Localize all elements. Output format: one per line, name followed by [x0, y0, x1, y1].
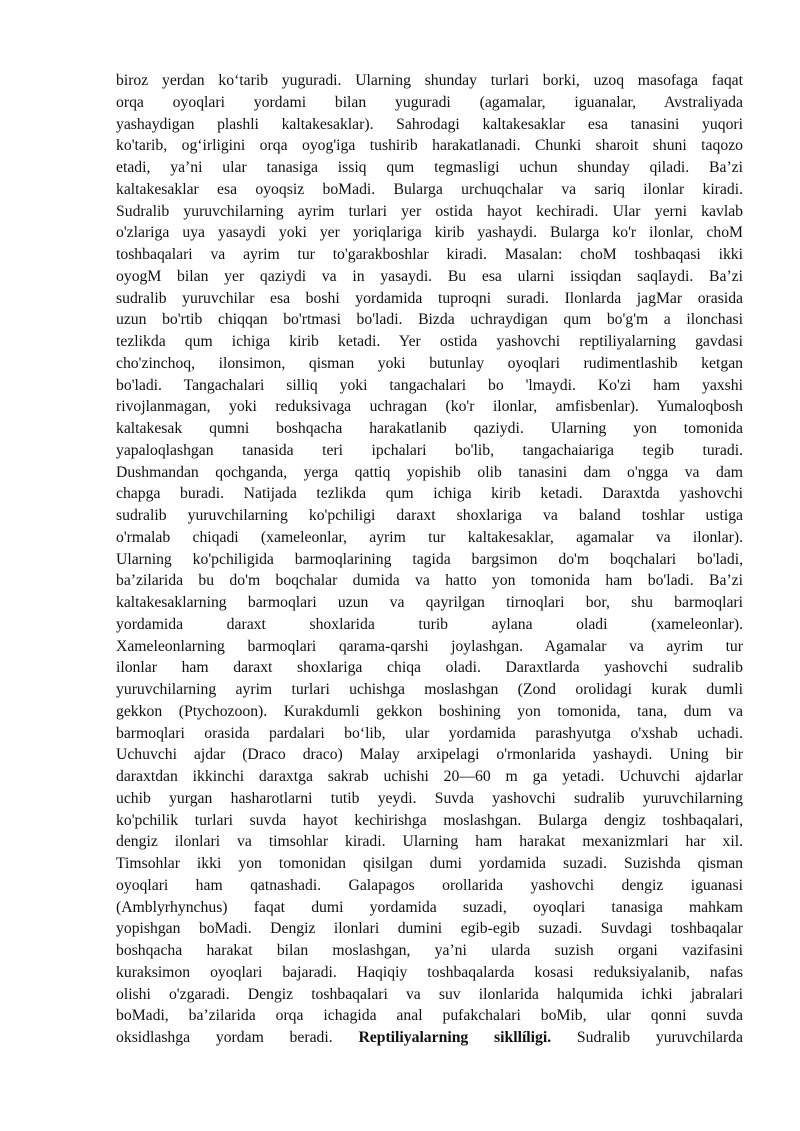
- text-line: boshqacha harakat bilan moslashgan, ya’ni ularda suzish organi vazifasini: [116, 942, 743, 959]
- text-line: Ularning ko'pchiligida barmoqlarining tagida bargsimon do'm boqchalari bo'ladi,: [116, 550, 743, 568]
- text-line: chapga buradi. Natijada tezlikda qum ichiga kirib ketadi. Daraxtda yashovchi: [116, 485, 743, 503]
- text-line: oyoqlari ham qatnashadi. Galapagos orollarida yashovchi dengiz iguanasi: [116, 876, 743, 894]
- text-line: cho'zinchoq, ilonsimon, qisman yoki butunlay oyoqlari rudimentlashib ketgan: [116, 354, 743, 372]
- text-line: ko'tarib, og‘irligini orqa oyog'iga tushirib harakatlanadi. Chunki sharoit shuni taqozo: [116, 137, 743, 155]
- text-line-final: [116, 1027, 743, 1049]
- text-line: olishi o'zgaradi. Dengiz toshbaqalari va suv ilonlarida halqumida ichki jabralari: [116, 985, 743, 1003]
- text-line: yapaloqlashgan tanasida teri ipchalari bo'lib, tangachaiariga tegib turadi.: [116, 441, 743, 459]
- text-line: ba’zilarida bu do'm boqchalar dumida va hatto yon tomonida ham bo'ladi. Ba’zi: [116, 572, 743, 590]
- text-line: kaltakesaklarning barmoqlari uzun va qayrilgan tirnoqlari bor, shu barmoqlari: [116, 594, 743, 611]
- text-line: yordamida daraxt shoxlarida turib aylana oladi (xameleonlar).: [116, 615, 743, 633]
- text-line: barmoqlari orasida pardalari bo‘lib, ular yordamida parashyutga o'xshab uchadi.: [116, 724, 743, 742]
- text-line: kaltakesak qumni boshqacha harakatlanib qaziydi. Ularning yon tomonida: [116, 420, 743, 437]
- text-line: kuraksimon oyoqlari bajaradi. Haqiqiy toshbaqalarda kosasi reduksiyalanib, nafas: [116, 963, 743, 981]
- text-line: uzun bo'rtib chiqqan bo'rtmasi bo'ladi. Bizda uchraydigan qum bo'g'm a ilonchasi: [116, 311, 743, 329]
- text-line: bo'ladi. Tangachalari silliq yoki tangachalari bo 'lmaydi. Ko'zi ham yaxshi: [116, 376, 743, 394]
- text-line: gekkon (Ptychozoon). Kurakdumli gekkon boshining yon tomonida, tana, dum va: [116, 702, 743, 720]
- text-line: yuruvchilarning ayrim turlari uchishga moslashgan (Zond orolidagi kurak dumli: [116, 681, 743, 698]
- text-line: Timsohlar ikki yon tomonidan qisilgan dumi yordamida suzadi. Suzishda qisman: [116, 855, 743, 872]
- text-line: kaltakesaklar esa oyoqsiz boMadi. Bularga urchuqchalar va sariq ilonlar kiradi.: [116, 180, 743, 198]
- final-line-end: Sudralib yuruvchilarda: [551, 1029, 743, 1046]
- text-line: o'zlariga uya yasaydi yoki yer yoriqlariga kirib yashaydi. Bularga ko'r ilonlar, choM: [116, 224, 743, 242]
- text-line: ko'pchilik turlari suvda hayot kechirishga moslashgan. Bularga dengiz toshbaqalari,: [116, 811, 743, 829]
- text-line: oyogM bilan yer qaziydi va in yasaydi. Bu esa ularni issiqdan saqlaydi. Ba’zi: [116, 267, 743, 285]
- text-line: Uchuvchi ajdar (Draco draco) Malay arxipelagi o'rmonlarida yashaydi. Uning bir: [116, 746, 743, 764]
- final-line-start: oksidlashga yordam beradi.: [116, 1029, 359, 1046]
- text-line: biroz yerdan ko‘tarib yuguradi. Ularning shunday turlari borki, uzoq masofaga faqat: [116, 72, 743, 89]
- text-line: orqa oyoqlari yordami bilan yuguradi (agamalar, iguanalar, Avstraliyada: [116, 93, 743, 111]
- section-heading: Reptiliyalarning sikllíligi.: [358, 1029, 552, 1046]
- text-line: dengiz ilonlari va timsohlar kiradi. Ularning ham harakat mexanizmlari har xil.: [116, 833, 743, 851]
- text-line: tezlikda qum ichiga kirib ketadi. Yer ostida yashovchi reptiliyalarning gavdasi: [116, 333, 743, 350]
- text-line: Sudralib yuruvchilarning ayrim turlari yer ostida hayot kechiradi. Ular yerni kavlab: [116, 202, 743, 220]
- text-line: daraxtdan ikkinchi daraxtga sakrab uchishi 20—60 m ga yetadi. Uchuvchi ajdarlar: [116, 768, 743, 785]
- text-line: (Amblyrhynchus) faqat dumi yordamida suzadi, oyoqlari tanasiga mahkam: [116, 898, 743, 916]
- text-line: uchib yurgan hasharotlarni tutib yeydi. Suvda yashovchi sudralib yuruvchilarning: [116, 789, 743, 807]
- text-line: boMadi, ba’zilarida orqa ichagida anal pufakchalari boMib, ular qonni suvda: [116, 1007, 743, 1025]
- text-line: etadi, ya’ni ular tanasiga issiq qum tegmasligi uchun shunday qiladi. Ba’zi: [116, 159, 743, 176]
- text-line: o'rmalab chiqadi (xameleonlar, ayrim tur kaltakesaklar, agamalar va ilonlar).: [116, 528, 743, 546]
- text-line: toshbaqalari va ayrim tur to'garakboshlar kiradi. Masalan: choM toshbaqasi ikki: [116, 246, 743, 263]
- text-line: yopishgan boMadi. Dengiz ilonlari dumini egib-egib suzadi. Suvdagi toshbaqalar: [116, 920, 743, 938]
- body-text: [116, 70, 743, 1049]
- text-line: sudralib yuruvchilar esa boshi yordamida tuproqni suradi. Ilonlarda jagMar orasida: [116, 289, 743, 307]
- text-line: ilonlar ham daraxt shoxlariga chiqa oladi. Daraxtlarda yashovchi sudralib: [116, 659, 743, 677]
- text-line: sudralib yuruvchilarning ko'pchiligi daraxt shoxlariga va baland toshlar ustiga: [116, 507, 743, 524]
- text-line: yashaydigan plashli kaltakesaklar). Sahrodagi kaltakesaklar esa tanasini yuqori: [116, 115, 743, 133]
- text-line: Xameleonlarning barmoqlari qarama-qarshi joylashgan. Agamalar va ayrim tur: [116, 637, 743, 655]
- text-line: Dushmandan qochganda, yerga qattiq yopishib olib tanasini dam o'ngga va dam: [116, 463, 743, 481]
- text-line: rivojlanmagan, yoki reduksivaga uchragan (ko'r ilonlar, amfisbenlar). Yumaloqbosh: [116, 398, 743, 416]
